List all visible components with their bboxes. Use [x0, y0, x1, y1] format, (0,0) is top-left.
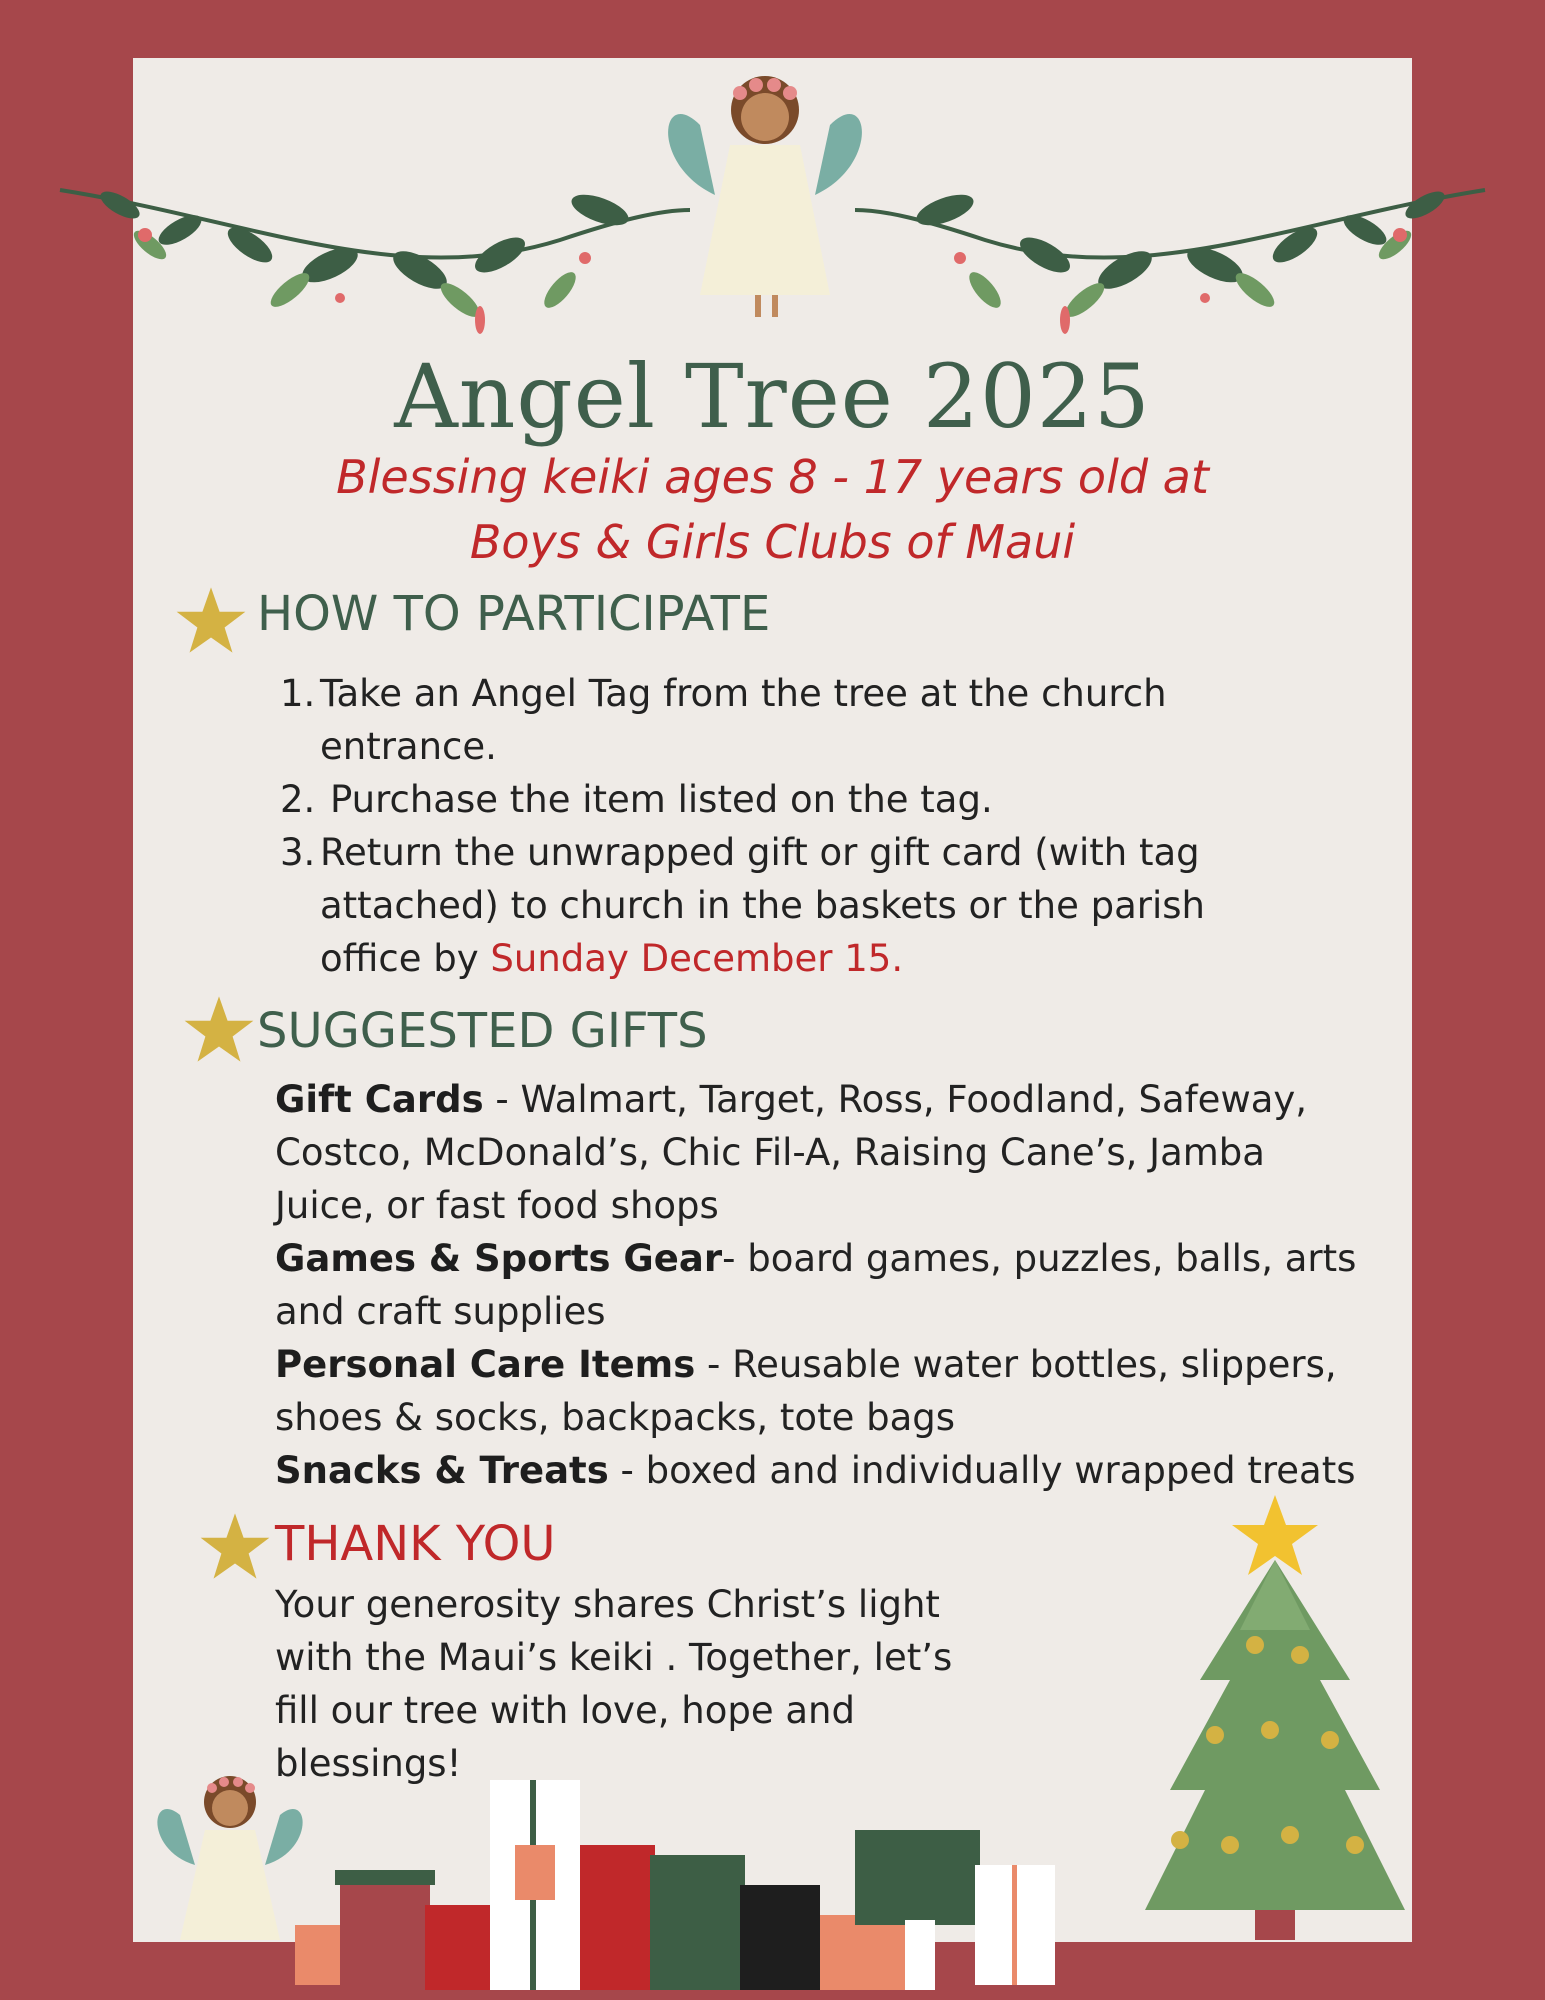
- gift-description: - Reusable water bottles, slippers, shoes & socks, backpacks, tote bags: [275, 1343, 1337, 1439]
- gift-category: Games & Sports Gear: [275, 1237, 723, 1280]
- gold-star-icon: [199, 1512, 271, 1580]
- angel-illustration-small: [150, 1760, 310, 1960]
- thank-you-heading: THANK YOU: [275, 1516, 556, 1572]
- gift-description: - Walmart, Target, Ross, Foodland, Safeway, Costco, McDonald’s, Chic Fil-A, Raising Cane’s, Jamba Juice, or fast food shops: [275, 1078, 1308, 1227]
- gift-description: - board games, puzzles, balls, arts and craft supplies: [275, 1237, 1357, 1333]
- gift-category: Gift Cards: [275, 1078, 484, 1121]
- subtitle-line-1: Blessing keiki ages 8 - 17 years old at: [336, 450, 1209, 504]
- gold-star-icon: [175, 586, 247, 654]
- how-to-heading: HOW TO PARTICIPATE: [257, 586, 771, 642]
- step-number: 1.: [280, 672, 316, 715]
- gift-category: Snacks & Treats: [275, 1449, 609, 1492]
- gift-item: [275, 1232, 1375, 1338]
- gift-item: [275, 1073, 1375, 1232]
- participation-steps: [280, 667, 1260, 985]
- step-number: 3.: [280, 831, 316, 874]
- deadline-text: Sunday December 15.: [490, 937, 904, 980]
- christmas-tree-illustration: [1140, 1490, 1410, 1960]
- gold-star-icon: [183, 995, 255, 1063]
- step-item: [280, 773, 1260, 826]
- step-text: Take an Angel Tag from the tree at the church entrance.: [320, 672, 1167, 768]
- gift-item: [275, 1338, 1375, 1444]
- suggested-gifts-heading: SUGGESTED GIFTS: [257, 1003, 708, 1059]
- thank-you-text: Your generosity shares Christ’s light with the Maui’s keiki . Together, let’s fill our tree with love, hope and blessings!: [275, 1583, 953, 1785]
- gift-boxes-illustration: [290, 1770, 1070, 2000]
- step-item: [280, 667, 1260, 773]
- gift-description: - boxed and individually wrapped treats: [608, 1449, 1356, 1492]
- step-text: Return the unwrapped gift or gift card (with tag attached) to church in the baskets or the parish office by: [320, 831, 1206, 980]
- page-title: Angel Tree 2025: [394, 345, 1151, 448]
- gift-category: Personal Care Items: [275, 1343, 696, 1386]
- step-number: 2.: [280, 778, 316, 821]
- subtitle-line-2: Boys & Girls Clubs of Maui: [469, 515, 1076, 569]
- step-text: Purchase the item listed on the tag.: [330, 778, 993, 821]
- step-item: [280, 826, 1260, 985]
- suggested-gifts-list: [275, 1073, 1375, 1497]
- angel-illustration: [660, 55, 870, 325]
